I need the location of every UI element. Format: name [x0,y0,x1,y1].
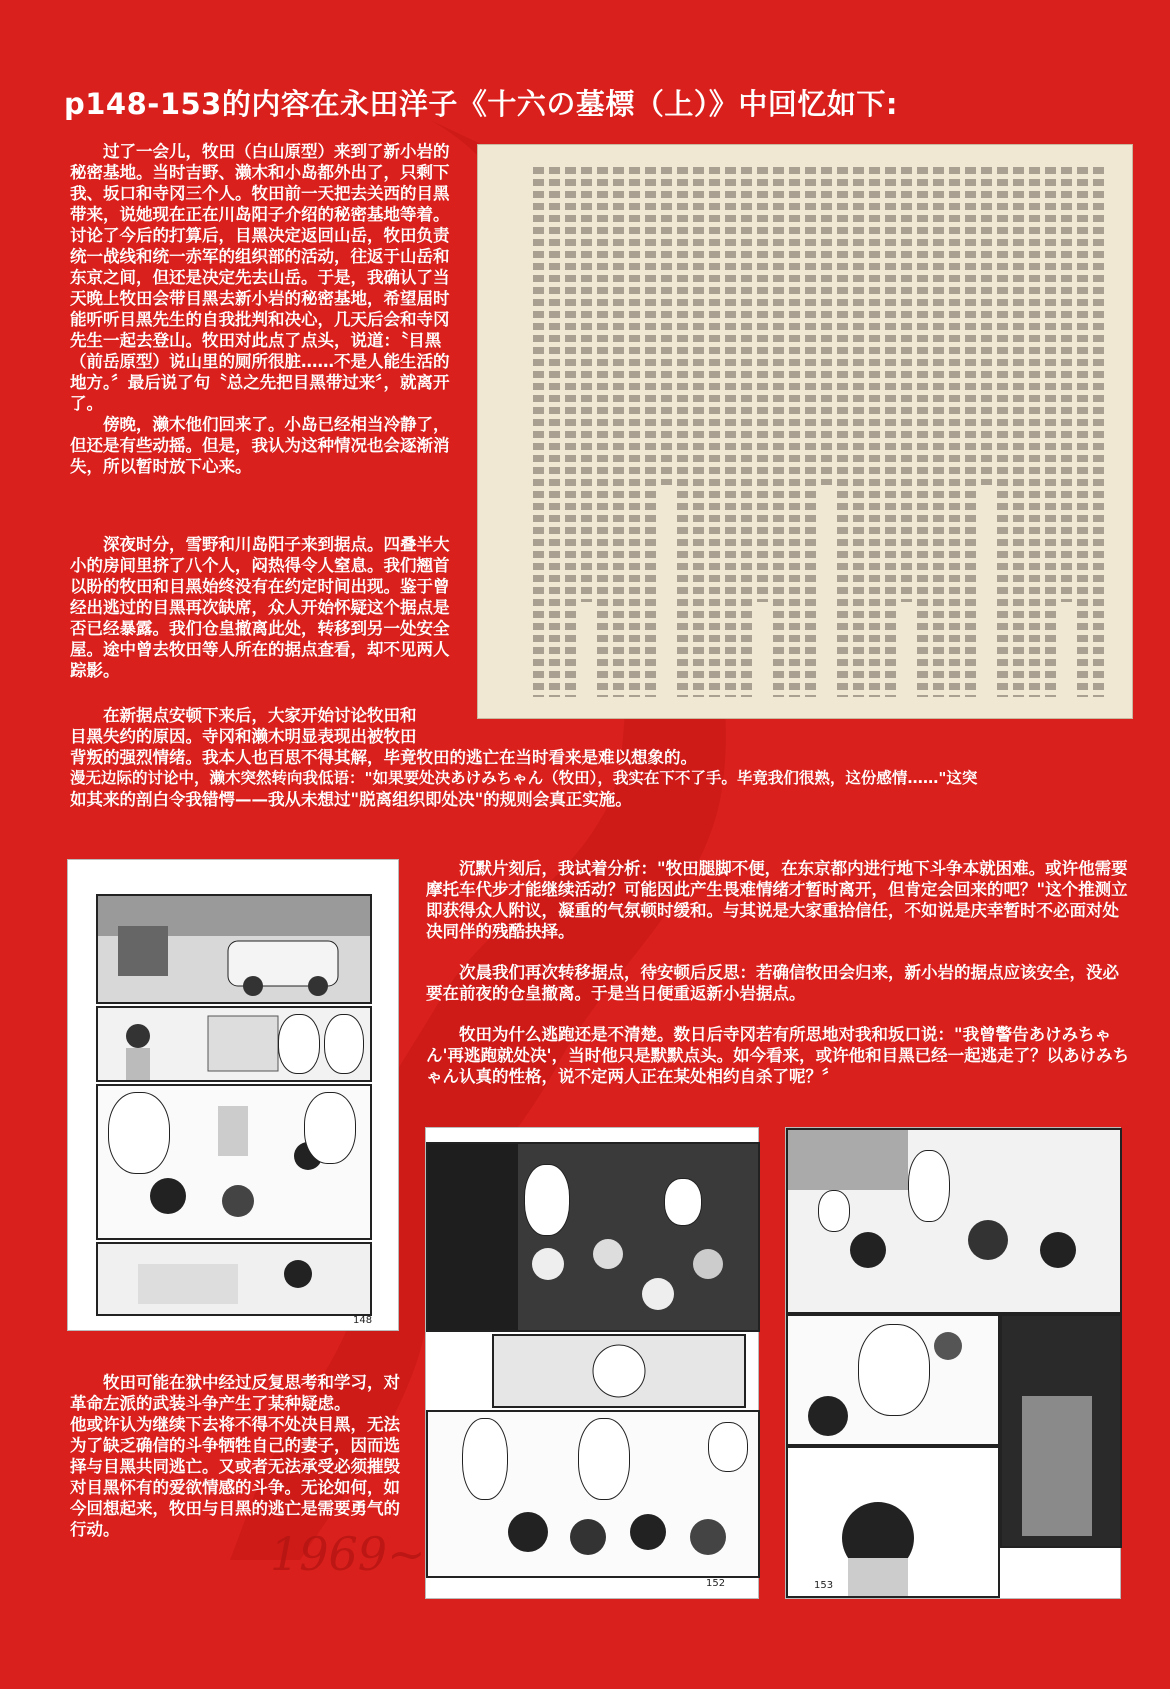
analysis-paragraph-3: 牧田为什么逃跑还是不清楚。数日后寺冈若有所思地对我和坂口说："我曾警告あけみちゃん'再逃跑就处决'，当时他只是默默点头。如今看来，或许他和目黑已经一起逃走了？以あけみちゃん认真的性格，说不定两人正在某处相约自杀了呢？〞 [426,1025,1130,1086]
manga-page-153 [786,1128,1120,1598]
night-paragraph: 深夜时分，雪野和川岛阳子来到据点。四叠半大小的房间里挤了八个人，闷热得令人窒息。我们翘首以盼的牧田和目黑始终没有在约定时间出现。鉴于曾经出逃过的目黑再次缺席，众人开始怀疑这个据点是否已经暴露。我们仓皇撤离此处，转移到另一处安全屋。途中曾去牧田等人所在的据点查看，却不见两人踪影。 [70,535,450,680]
manga-panel [786,1314,1000,1446]
manga-panel [1000,1314,1122,1548]
analysis-paragraph-2: 次晨我们再次转移据点，待安顿后反思：若确信牧田会归来，新小岩的据点应该安全，没必要在前夜的仓皇撤离。于是当日便重返新小岩据点。 [426,963,1119,1003]
manga-page-152 [426,1128,758,1598]
discussion-line-2: 目黑失约的原因。寺冈和濑木明显表现出被牧田 [70,727,417,746]
night-text [70,534,454,681]
discussion-line-3: 背叛的强烈情绪。我本人也百思不得其解，毕竟牧田的逃亡在当时看来是难以想象的。 [70,748,697,767]
manga-page-148 [68,860,398,1330]
manga-panel [96,1006,372,1082]
discussion-line-4: 漫无边际的讨论中，濑木突然转向我低语："如果要处决あけみちゃん（牧田），我实在下不了手。毕竟我们很熟，这份感情……"这突 [70,769,978,787]
manga-panel [96,1084,372,1240]
conclusion-paragraph-2: 他或许认为继续下去将不得不处决目黑，无法为了缺乏确信的斗争牺牲自己的妻子，因而选择与目黑共同逃亡。又或者无法承受必须摧毁对目黑怀有的爱欲情感的斗争。无论如何，如今回想起来，牧田与目黑的逃亡是需要勇气的行动。 [70,1415,400,1539]
discussion-line-1: 在新据点安顿下来后，大家开始讨论牧田和 [103,706,417,725]
manga-panel [96,894,372,1004]
analysis-text [426,858,1132,1087]
intro-paragraph-2: 傍晚，濑木他们回来了。小岛已经相当冷静了，但还是有些动摇。但是，我认为这种情况也会逐渐消失，所以暂时放下心来。 [70,415,450,476]
page-number: 153 [814,1580,834,1591]
discussion-line-5: 如其来的剖白令我错愕——我从未想过"脱离组织即处决"的规则会真正实施。 [70,790,632,809]
book-vertical-text [533,167,1104,697]
analysis-paragraph-1: 沉默片刻后，我试着分析："牧田腿脚不便，在东京都内进行地下斗争本就困难。或许他需要摩托车代步才能继续活动？可能因此产生畏难情绪才暂时离开，但肯定会回来的吧？"这个推测立即获得众人附议，凝重的气氛顿时缓和。与其说是大家重拾信任，不如说是庆幸暂时不必面对处决同伴的残酷抉择。 [426,859,1128,941]
manga-panel [96,1242,372,1316]
intro-text [70,141,454,477]
manga-panel [426,1410,760,1578]
conclusion-text [70,1372,400,1540]
conclusion-paragraph-1: 牧田可能在狱中经过反复思考和学习，对革命左派的武装斗争产生了某种疑虑。 [70,1373,400,1413]
watermark-year: 1969~ [270,1527,426,1581]
manga-panel [426,1142,760,1332]
manga-panel [786,1446,1000,1598]
book-page-scan [478,145,1132,718]
page-title: p148-153的内容在永田洋子《十六の墓標（上）》中回忆如下: [64,87,898,121]
discussion-text [70,705,1130,810]
page-number: 152 [706,1578,726,1589]
manga-panel [492,1334,746,1408]
page-number: 148 [353,1315,373,1326]
manga-panel [786,1128,1122,1314]
intro-paragraph-1: 过了一会儿，牧田（白山原型）来到了新小岩的秘密基地。当时吉野、濑木和小岛都外出了，只剩下我、坂口和寺冈三个人。牧田前一天把去关西的目黑带来，说她现在正在川岛阳子介绍的秘密基地等着。讨论了今后的打算后，目黑决定返回山岳，牧田负责统一战线和统一赤军的组织部的活动，往返于山岳和东京之间，但还是决定先去山岳。于是，我确认了当天晚上牧田会带目黑去新小岩的秘密基地，希望届时能听听目黑先生的自我批判和决心，几天后会和寺冈先生一起去登山。牧田对此点了点头，说道：〝目黑（前岳原型）说山里的厕所很脏……不是人能生活的地方。〞最后说了句〝总之先把目黑带过来〞，就离开了。 [70,142,450,413]
